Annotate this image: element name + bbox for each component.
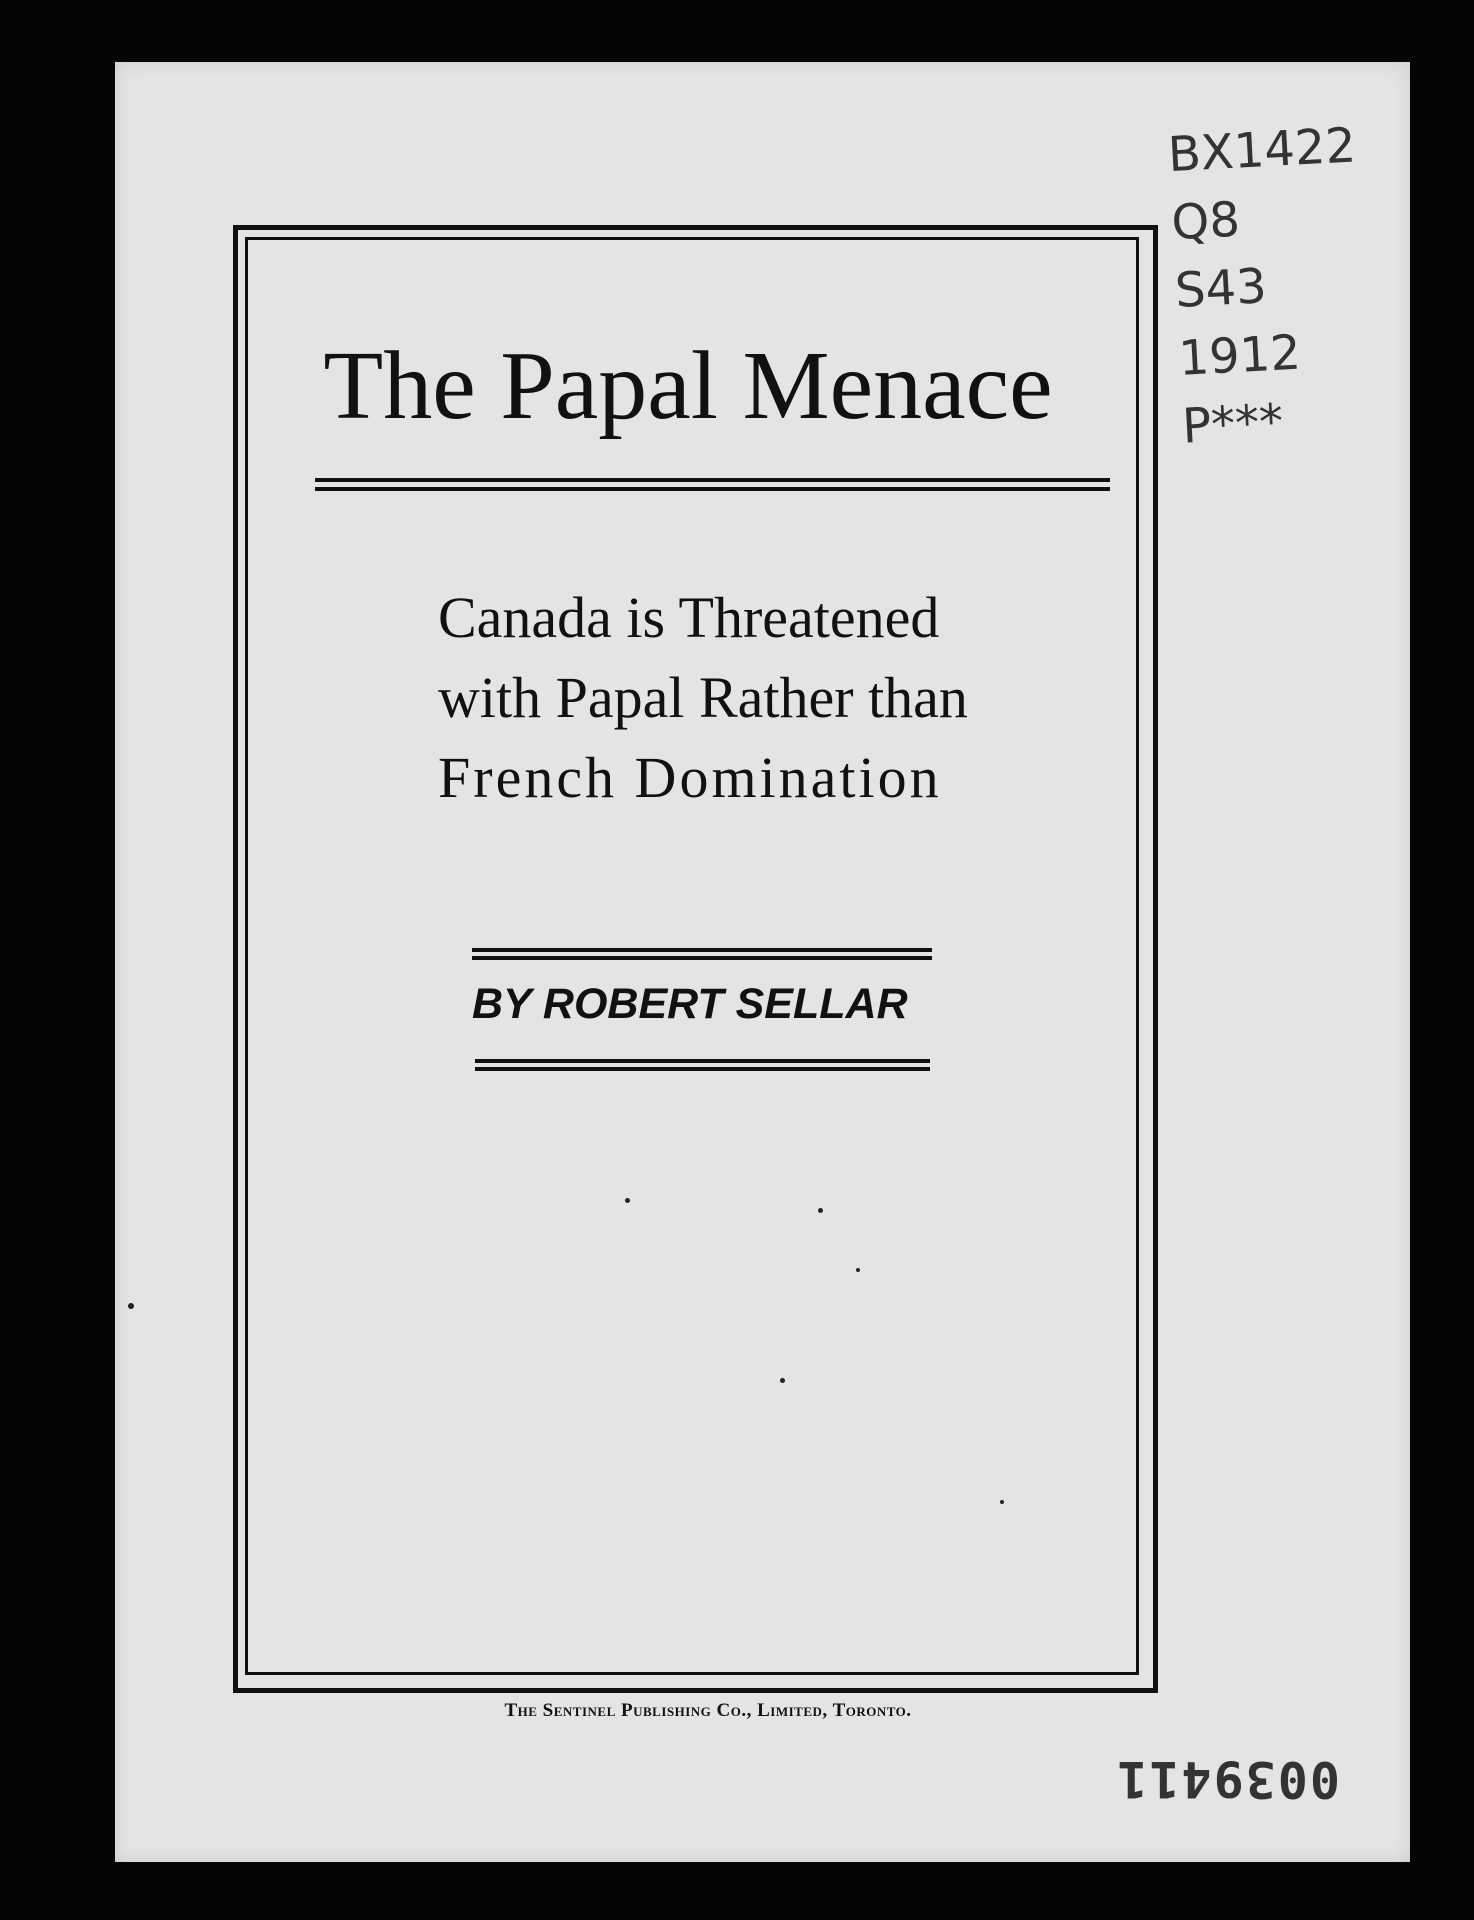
byline-rule-bottom bbox=[475, 1059, 930, 1071]
speck bbox=[818, 1208, 823, 1213]
cover-subtitle bbox=[438, 578, 998, 818]
speck bbox=[780, 1378, 785, 1383]
publisher-imprint: The Sentinel Publishing Co., Limited, Toronto. bbox=[504, 1700, 912, 1721]
title-rule bbox=[315, 478, 1110, 491]
library-stamp: 0039411 bbox=[1115, 1750, 1340, 1808]
speck bbox=[856, 1268, 860, 1272]
subtitle-line-3: French Domination bbox=[438, 745, 942, 810]
call-number-line-2: Q8 bbox=[1170, 191, 1242, 252]
call-number-line-4: 1912 bbox=[1177, 324, 1303, 387]
subtitle-line-1: Canada is Threatened bbox=[438, 585, 940, 650]
subtitle-line-2: with Papal Rather than bbox=[438, 665, 968, 730]
speck bbox=[1000, 1500, 1004, 1504]
cover-title: The Papal Menace bbox=[323, 332, 1053, 440]
author-byline: BY ROBERT SELLAR bbox=[472, 980, 908, 1028]
call-number-line-5: P*** bbox=[1180, 393, 1285, 455]
speck bbox=[625, 1198, 630, 1203]
call-number-line-1: BX1422 bbox=[1166, 117, 1358, 184]
call-number-line-3: S43 bbox=[1173, 258, 1269, 319]
byline-rule-top bbox=[472, 948, 932, 960]
speck bbox=[128, 1303, 134, 1309]
call-number-annotation bbox=[1166, 109, 1413, 461]
